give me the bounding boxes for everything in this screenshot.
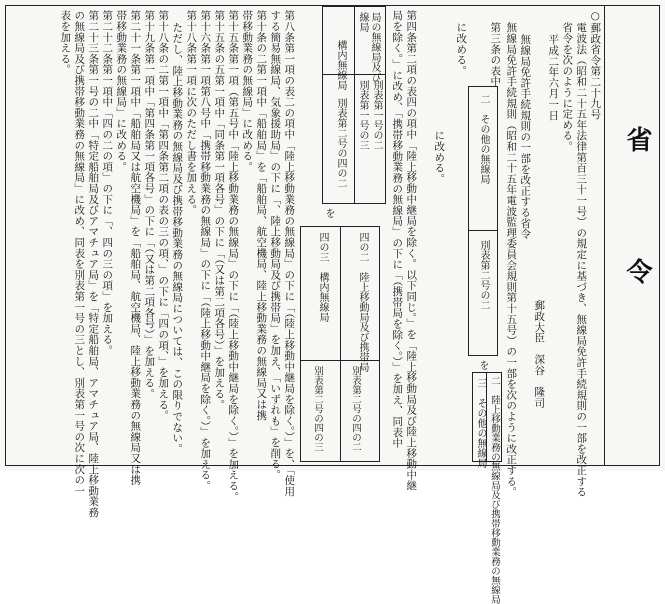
table-b-old-col-divider bbox=[354, 6, 355, 204]
table-b-new-row-divider bbox=[300, 360, 380, 361]
article-4-cont: 局を除く。」に改め、「携帯移動業務の無線局」の下に「（携帯局を除く。）」を加え、同表中 bbox=[391, 10, 404, 449]
preamble-line-1: 電波法（昭和二十五年法律第百三十一号）の規定に基づき、無線局免許手続規則の一部を改正する bbox=[575, 22, 588, 498]
table-a-arrow: を bbox=[477, 360, 488, 370]
article-15: 第十五条第一項（第五号中「陸上移動業務の無線局」の下に「（陸上移動中継局を除く。）」を加える。 bbox=[227, 10, 240, 502]
section-header bbox=[604, 6, 658, 465]
article-8-cont: する簡易無線局、気象援助局」の下に「、陸上移動局及び携帯局」を加え、「いずれも」を削る。 bbox=[269, 10, 282, 480]
table-b-new-a-ref: 別表第二号の四の二 bbox=[350, 366, 361, 452]
article-4-change: に改める。 bbox=[433, 130, 446, 184]
article-23-end: 表を加える。 bbox=[59, 10, 72, 75]
table-b-old-b: 構内無線局 bbox=[335, 40, 346, 90]
table-a-divider bbox=[468, 230, 498, 231]
table-b-old-a: 局の無線局及び bbox=[369, 12, 380, 82]
article-8: 第八条第一項の表二の項中「陸上移動業務の無線局」の下に「（陸上移動中継局を除く。）」を、「使用 bbox=[283, 10, 296, 497]
section-title: 省 令 bbox=[622, 126, 652, 324]
article-22: 第二十二条第一項中「四の二の項」の下に「、四の三の項」を加える。 bbox=[101, 10, 114, 356]
ordinance-date: 平成二年六月一日 bbox=[547, 34, 560, 121]
table-b-old-ref-2: 別表第一号の三 bbox=[357, 80, 368, 150]
article-18: 第十八条第一項に次のただし書を加える。 bbox=[185, 10, 198, 216]
ordinance-title: 無線局免許手続規則の一部を改正する省令 bbox=[519, 34, 532, 240]
table-a-old-row: 二 その他の無線局 bbox=[478, 94, 489, 184]
article-23: 第二十三条第一号の二中「特定船舶局及びアマチュア局」を「特定船舶局、アマチュア局、陸上移動業務 bbox=[87, 10, 100, 518]
table-a-new-row-2: 三 その他の無線局 bbox=[475, 378, 486, 468]
minister-signature: 郵政大臣 深谷 隆司 bbox=[533, 300, 546, 408]
article-18-proviso: ただし、陸上移動業務の無線局及び携帯移動業務の無線局については、この限りでない。 bbox=[171, 22, 184, 454]
table-b-new-b: 四の三 構内無線局 bbox=[317, 232, 328, 322]
article-19: 第十九条第一項中「第四条第一項各号」の下に「（又は第二項各号）」を加える。 bbox=[143, 10, 156, 400]
article-18-2: 第十八条の二第一項中「第四条第二項の表の三の項、」の下に「四の項、」を加える。 bbox=[157, 10, 170, 421]
table-b-arrow: を bbox=[323, 208, 334, 218]
article-3: 第三条の表中 bbox=[489, 22, 502, 87]
table-a-new-row-1: 二 陸上移動業務の無線局及び携帯移動業務の無線局 bbox=[489, 376, 500, 604]
table-a-old-ref: 別表第二号の二 bbox=[478, 240, 489, 310]
ordinance-intro: 無線局免許手続規則（昭和二十五年電波監理委員会規則第十五号）の一部を次のように改正する。 bbox=[505, 22, 518, 498]
article-16: 第十六条第一項第八号中「携帯移動業務の無線局」の下に「（陸上移動中継局を除く。）」を加える。 bbox=[199, 10, 212, 492]
article-21: 第二十一条第一項中「船舶局又は航空機局」を「船舶局、航空機局、陸上移動業務の無線局又は携 bbox=[129, 10, 142, 486]
table-b-new-col-divider bbox=[340, 226, 341, 462]
table-b-new-b-ref: 別表第二号の四の三 bbox=[312, 366, 323, 452]
preamble-line-2: 省令を次のように定める。 bbox=[561, 22, 574, 152]
ordinance-number: ○郵政省令第二十九号 bbox=[589, 10, 602, 120]
table-b-old-ref-1: 別表第一号の二 bbox=[371, 80, 382, 150]
article-15-cont: 第十五条の五第一項中「同条第一項各号」の下に「（又は第二項各号）」を加える。 bbox=[213, 10, 226, 410]
table-b-old-a2: 線局 bbox=[357, 12, 368, 32]
article-10: 第十条の二第一項中「船舶局」を「船舶局、航空機局、陸上移動業務の無線局又は携 bbox=[255, 10, 268, 421]
table-b-old-b-ref: 別表第二号の四の二 bbox=[335, 98, 346, 188]
table-b-new-a: 四の二 陸上移動局及び携帯局 bbox=[357, 232, 368, 372]
article-23-cont: の無線局及び携帯移動業務の無線局」に改め、同表を別表第一号の三とし、別表第一号の次に次の一 bbox=[73, 10, 86, 496]
article-3-change: に改める。 bbox=[455, 22, 468, 76]
table-a-new-divider bbox=[486, 372, 487, 462]
article-10-cont: 帯移動業務の無線局」に改める。 bbox=[241, 10, 254, 172]
article-21-cont: 帯移動業務の無線局」に改める。 bbox=[115, 10, 128, 172]
article-4: 第四条第二項の表四の項中「陸上移動中継局を除く。以下同じ。」を「陸上移動局及び陸上移動中継 bbox=[405, 10, 418, 491]
